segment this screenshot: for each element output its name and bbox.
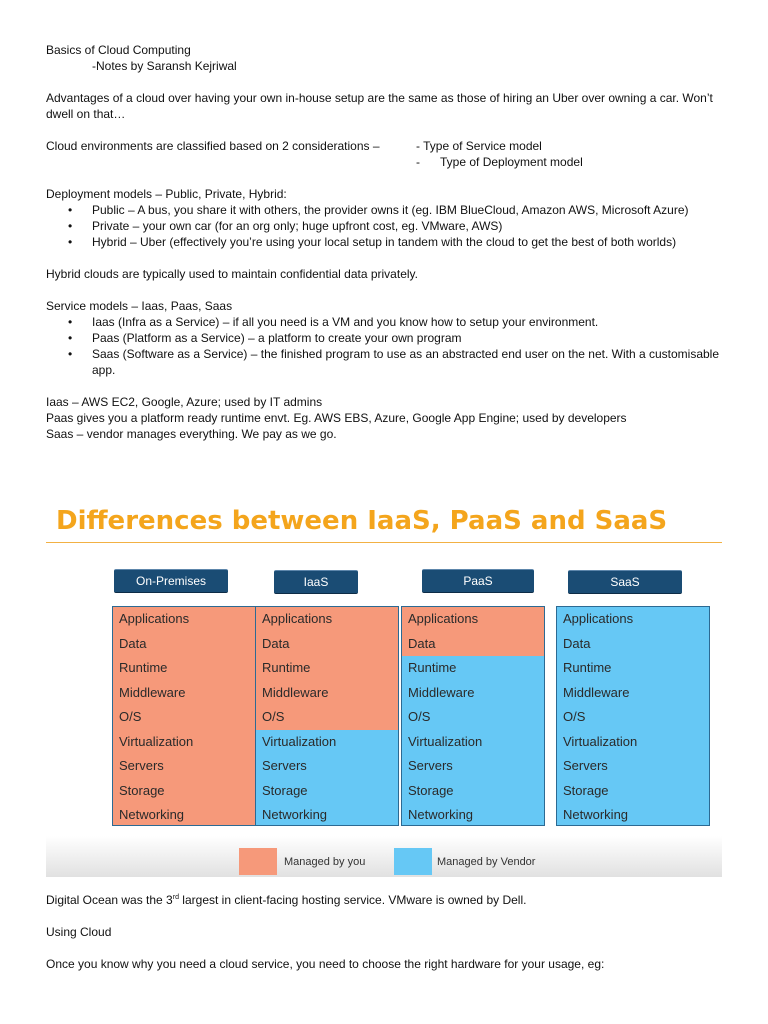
considerations-block bbox=[46, 138, 726, 170]
list-item: • Saas (Software as a Service) – the finished program to use as an abstracted end user on the net. With a customisable app. bbox=[46, 346, 726, 378]
list-item: • Public – A bus, you share it with others, the provider owns it (eg. IBM BlueCloud, Amazon AWS, Microsoft Azure) bbox=[46, 202, 726, 218]
list-item: • Hybrid – Uber (effectively you’re using your local setup in tandem with the cloud to get the best of both worlds) bbox=[46, 234, 726, 250]
layer-label-storage: Storage bbox=[119, 782, 165, 798]
title-divider bbox=[46, 542, 722, 543]
doc-author: -Notes by Saransh Kejriwal bbox=[92, 59, 237, 73]
header-on-premises: On-Premises bbox=[114, 569, 228, 593]
classified-text: Cloud environments are classified based on 2 considerations – bbox=[46, 139, 380, 153]
layer-label-middleware: Middleware bbox=[119, 684, 186, 700]
deployment-list bbox=[46, 202, 726, 250]
last-line: Once you know why you need a cloud service, you need to choose the right hardware for your usage, eg: bbox=[46, 957, 605, 971]
list-item: • Iaas (Infra as a Service) – if all you need is a VM and you know how to setup your environment. bbox=[46, 314, 726, 330]
using-cloud-heading: Using Cloud bbox=[46, 925, 112, 939]
layer-label-os: O/S bbox=[408, 709, 431, 724]
layer-label-data: Data bbox=[262, 635, 290, 651]
layer-label-middleware: Middleware bbox=[262, 684, 329, 700]
layer-label-applications: Applications bbox=[408, 611, 479, 626]
layer-label-data: Data bbox=[563, 635, 591, 651]
layer-label-applications: Applications bbox=[563, 611, 634, 626]
layer-label-data: Data bbox=[119, 635, 147, 651]
doc-title: Basics of Cloud Computing bbox=[46, 43, 191, 57]
notes-bottom bbox=[46, 892, 726, 972]
layer-label-storage: Storage bbox=[563, 782, 609, 798]
header-saas: SaaS bbox=[568, 570, 682, 594]
digital-ocean-line bbox=[46, 892, 726, 908]
list-item: • Private – your own car (for an org only; huge upfront cost, eg. VMware, AWS) bbox=[46, 218, 726, 234]
layer-label-storage: Storage bbox=[408, 782, 454, 798]
digital-ocean-text: Digital Ocean was the 3 bbox=[46, 893, 173, 907]
layer-label-runtime: Runtime bbox=[408, 660, 457, 675]
layer-label-networking: Networking bbox=[408, 807, 474, 822]
notes-body bbox=[46, 42, 726, 442]
iaas-line: Iaas – AWS EC2, Google, Azure; used by IT admins bbox=[46, 395, 323, 409]
layer-label-virtualization: Virtualization bbox=[408, 733, 483, 749]
legend-swatch-vendor bbox=[394, 848, 432, 875]
layer-label-networking: Networking bbox=[262, 807, 328, 822]
layer-label-os: O/S bbox=[119, 709, 142, 724]
layer-label-servers: Servers bbox=[563, 758, 608, 773]
layer-label-os: O/S bbox=[262, 709, 285, 724]
header-iaas: IaaS bbox=[274, 570, 358, 594]
hybrid-note: Hybrid clouds are typically used to maintain confidential data privately. bbox=[46, 267, 418, 281]
deployment-heading: Deployment models – Public, Private, Hybrid: bbox=[46, 187, 287, 201]
digital-ocean-text-rest: largest in client-facing hosting service. VMware is owned by Dell. bbox=[178, 893, 527, 907]
advantages-paragraph: Advantages of a cloud over having your own in-house setup are the same as those of hiring an Uber over owning a car. Won’t dwell on that… bbox=[46, 91, 713, 121]
layer-label-middleware: Middleware bbox=[408, 684, 475, 700]
column-paas bbox=[401, 606, 545, 826]
consideration-dash: - bbox=[416, 155, 420, 169]
paas-line: Paas gives you a platform ready runtime envt. Eg. AWS EBS, Azure, Google App Engine; used by developers bbox=[46, 411, 627, 425]
consideration-deployment bbox=[416, 154, 583, 170]
column-saas bbox=[556, 606, 710, 826]
column-on-premises bbox=[112, 606, 256, 826]
diagram-title: Differences between IaaS, PaaS and SaaS bbox=[56, 506, 668, 536]
layer-label-runtime: Runtime bbox=[262, 660, 311, 675]
service-list bbox=[46, 314, 726, 378]
header-paas: PaaS bbox=[422, 569, 534, 593]
legend-swatch-you bbox=[239, 848, 277, 875]
layer-label-servers: Servers bbox=[408, 758, 453, 773]
saas-line: Saas – vendor manages everything. We pay as we go. bbox=[46, 427, 337, 441]
layer-label-runtime: Runtime bbox=[119, 660, 168, 675]
consideration-deployment-text: Type of Deployment model bbox=[440, 155, 583, 169]
column-iaas bbox=[255, 606, 399, 826]
layer-label-virtualization: Virtualization bbox=[563, 733, 638, 749]
legend-label-vendor: Managed by Vendor bbox=[437, 856, 536, 868]
iaas-paas-saas-diagram bbox=[46, 500, 722, 877]
ordinal-suffix: rd bbox=[172, 894, 179, 901]
list-item: • Paas (Platform as a Service) – a platform to create your own program bbox=[46, 330, 726, 346]
layer-label-runtime: Runtime bbox=[563, 660, 612, 675]
layer-label-virtualization: Virtualization bbox=[262, 733, 337, 749]
layer-label-servers: Servers bbox=[262, 758, 307, 773]
layer-label-networking: Networking bbox=[119, 807, 185, 822]
layer-label-servers: Servers bbox=[119, 758, 164, 773]
layer-label-storage: Storage bbox=[262, 782, 308, 798]
layer-label-applications: Applications bbox=[262, 611, 333, 626]
layer-label-applications: Applications bbox=[119, 611, 190, 626]
layer-label-virtualization: Virtualization bbox=[119, 733, 194, 749]
layer-label-middleware: Middleware bbox=[563, 684, 630, 700]
legend-bar bbox=[46, 836, 722, 877]
layer-label-data: Data bbox=[408, 635, 436, 651]
service-heading: Service models – Iaas, Paas, Saas bbox=[46, 299, 233, 313]
layer-label-os: O/S bbox=[563, 709, 586, 724]
consideration-service: - Type of Service model bbox=[416, 139, 542, 153]
layer-label-networking: Networking bbox=[563, 807, 629, 822]
legend-label-you: Managed by you bbox=[284, 856, 366, 868]
